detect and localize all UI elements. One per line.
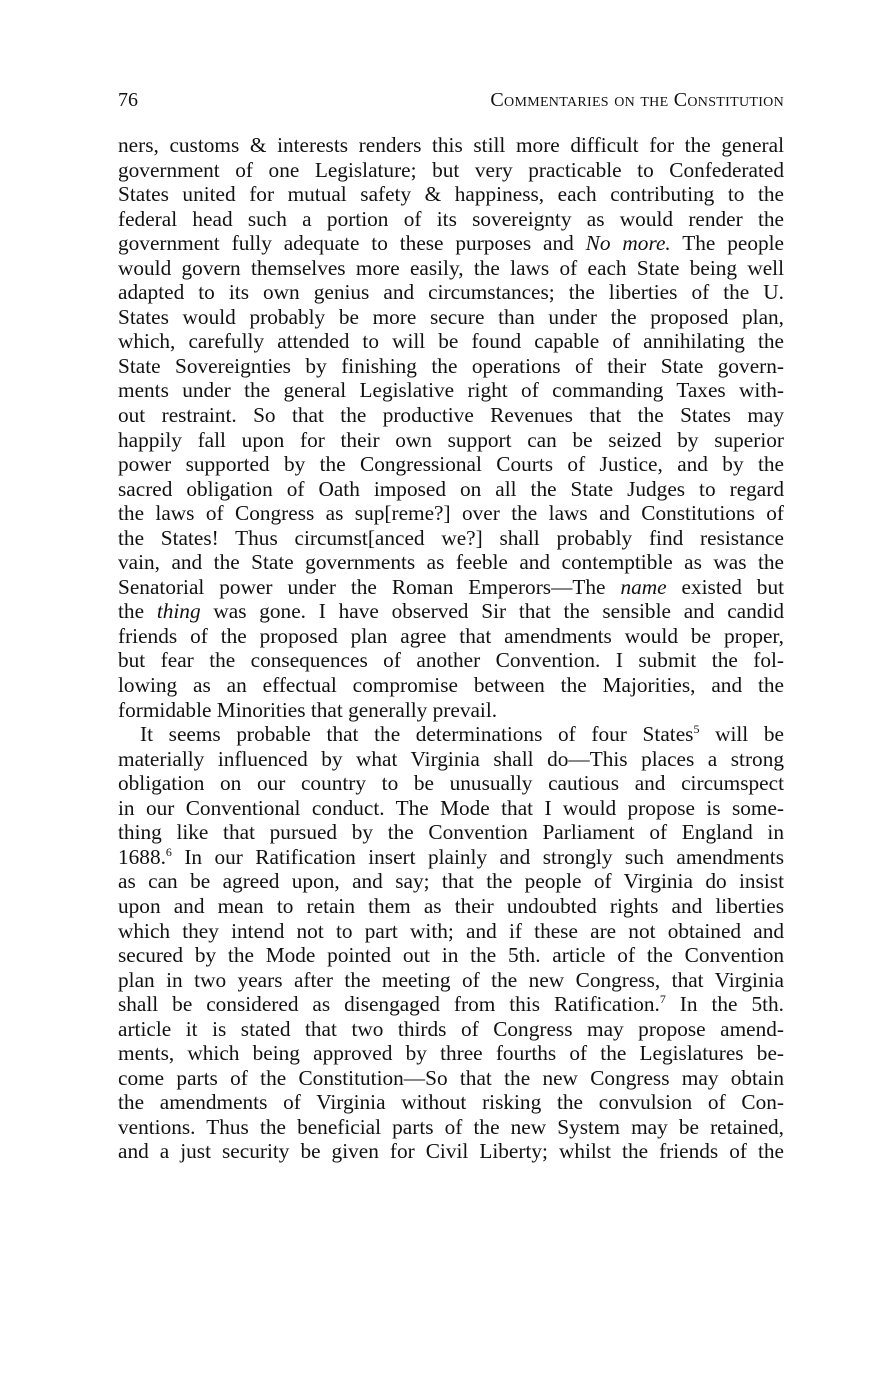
text-line: Senatorial power under the Roman Emperors—The name existed but	[118, 574, 785, 599]
text-line: ments, which being approved by three fourths of the Legislatures be-	[118, 1041, 784, 1066]
footnote-marker: 7	[659, 992, 666, 1007]
text-line: which they intend not to part with; and if these are not obtained and	[118, 918, 784, 943]
text-line: government fully adequate to these purposes and No more. The people	[118, 231, 785, 256]
italic-emphasis: No more.	[585, 231, 671, 256]
text-line: the laws of Congress as sup[reme?] over the laws and Constitutions of	[118, 501, 784, 526]
text-line: friends of the proposed plan agree that amendments would be proper,	[118, 623, 784, 648]
text-line: out restraint. So that the productive Revenues that the States may	[118, 403, 784, 428]
text-line: States united for mutual safety & happiness, each contributing to the	[118, 182, 784, 207]
text-line: ventions. Thus the beneficial parts of the new System may be retained,	[118, 1114, 784, 1139]
text-line: but fear the consequences of another Convention. I submit the fol-	[118, 648, 784, 673]
text-line: come parts of the Constitution—So that the new Congress may obtain	[118, 1065, 784, 1090]
running-title: Commentaries on the Constitution	[490, 89, 784, 111]
italic-emphasis: name	[620, 574, 667, 599]
text-line: shall be considered as disengaged from this Ratification.$^7$ In the 5th.	[118, 992, 784, 1017]
paragraph-end-line: formidable Minorities that generally prevail.	[118, 697, 498, 722]
text-line: would govern themselves more easily, the laws of each State being well	[118, 255, 784, 280]
text-line: upon and mean to retain them as their undoubted rights and liberties	[118, 893, 784, 918]
text-line: lowing as an effectual compromise between the Majorities, and the	[118, 673, 784, 698]
text-line: thing like that pursued by the Convention Parliament of England in	[118, 820, 784, 845]
text-line: the States! Thus circumst[anced we?] shall probably find resistance	[118, 525, 784, 550]
running-head	[118, 87, 784, 113]
text-line: which, carefully attended to will be found capable of annihilating the	[118, 329, 784, 354]
footnote-marker: 5	[693, 722, 700, 737]
text-line: article it is stated that two thirds of Congress may propose amend-	[118, 1016, 784, 1041]
footnote-marker: 6	[165, 844, 172, 859]
text-line: the amendments of Virginia without risking the convulsion of Con-	[118, 1090, 784, 1115]
text-line: federal head such a portion of its sovereignty as would render the	[118, 206, 784, 231]
text-line: 1688.$^6$ In our Ratification insert plainly and strongly such amendments	[118, 844, 784, 869]
text-line: adapted to its own genius and circumstances; the liberties of the U.	[118, 280, 784, 305]
text-line: vain, and the State governments as feeble and contemptible as was the	[118, 550, 784, 575]
page-number: 76	[118, 89, 138, 111]
text-line: ners, customs & interests renders this still more difficult for the general	[118, 133, 784, 157]
text-line: and a just security be given for Civil Liberty; whilst the friends of the	[118, 1139, 784, 1164]
text-line: States would probably be more secure than under the proposed plan,	[118, 304, 784, 329]
text-line: plan in two years after the meeting of the new Congress, that Virginia	[118, 967, 784, 992]
text-line: secured by the Mode pointed out in the 5th. article of the Convention	[118, 943, 784, 968]
text-line: State Sovereignties by finishing the operations of their State govern-	[118, 353, 784, 378]
document-page	[118, 0, 784, 1380]
text-line: the thing was gone. I have observed Sir that the sensible and candid	[118, 599, 784, 624]
text-line: government of one Legislature; but very practicable to Confederated	[118, 157, 784, 182]
body-text	[118, 133, 784, 1164]
text-line: happily fall upon for their own support can be seized by superior	[118, 427, 784, 452]
text-line: power supported by the Congressional Courts of Justice, and by the	[118, 452, 784, 477]
text-line: in our Conventional conduct. The Mode that I would propose is some-	[118, 795, 784, 820]
text-line: as can be agreed upon, and say; that the people of Virginia do insist	[118, 869, 784, 894]
text-line: sacred obligation of Oath imposed on all the State Judges to regard	[118, 476, 784, 501]
text-line: ments under the general Legislative right of commanding Taxes with-	[118, 378, 784, 403]
text-line: obligation on our country to be unusually cautious and circumspect	[118, 771, 784, 796]
paragraph-start-line: It seems probable that the determinations of four States$^5$ will be	[140, 722, 784, 747]
italic-emphasis: thing	[156, 599, 201, 624]
text-line: materially influenced by what Virginia shall do—This places a strong	[118, 746, 784, 771]
